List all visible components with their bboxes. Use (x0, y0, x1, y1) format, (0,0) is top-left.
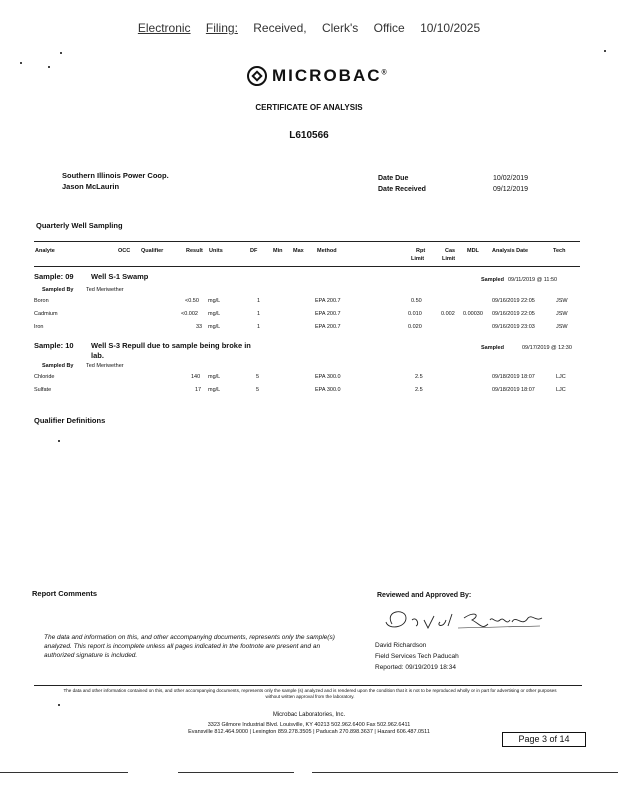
sampled-by-label: Sampled By (42, 363, 74, 369)
scan-edge-line (178, 772, 294, 773)
row-method: EPA 200.7 (315, 324, 341, 330)
row-method: EPA 300.0 (315, 374, 341, 380)
row-date: 09/18/2019 18:07 (492, 387, 535, 393)
row-df: 1 (257, 324, 261, 330)
sample-name: Well S-1 Swamp (91, 272, 149, 281)
row-rpt: 0.50 (411, 298, 422, 304)
disclaimer-text: The data and information on this, and other accompanying documents, represents only the sample(s) analyzed. This report is incomplete unless all pages indicated in the footnote are present and an authorized signature is included. (44, 634, 335, 659)
col-analyte: Analyte (35, 248, 55, 254)
row-method: EPA 200.7 (315, 298, 341, 304)
row-tech: JSW (556, 324, 568, 330)
row-method: EPA 200.7 (315, 311, 341, 317)
sample-label: Sample: 10 (34, 341, 74, 350)
col-analysis-date: Analysis Date (492, 248, 529, 254)
scan-speck (58, 440, 60, 442)
row-result: <0.50 (185, 298, 199, 304)
scan-edge-line (312, 772, 618, 773)
col-units: Units (209, 248, 223, 254)
row-rpt: 2.5 (415, 387, 423, 393)
col-qualifier: Qualifier (141, 248, 164, 254)
row-rpt: 2.5 (415, 374, 423, 380)
col-cas: Cas (445, 248, 456, 254)
row-date: 09/18/2019 18:07 (492, 374, 535, 380)
row-method: EPA 300.0 (315, 387, 341, 393)
reviewer-name: David Richardson (375, 642, 427, 649)
certificate-title: CERTIFICATE OF ANALYSIS (255, 103, 363, 112)
row-result: <0.002 (181, 311, 198, 317)
footer-rule (34, 685, 582, 686)
reviewed-approved-title: Reviewed and Approved By: (377, 592, 472, 599)
reported-date: Reported: 09/19/2019 18:34 (375, 664, 456, 671)
sampled-datetime: 09/17/2019 @ 12:30 (522, 345, 572, 351)
signature-graphic (376, 606, 546, 634)
row-date: 09/16/2019 22:05 (492, 298, 535, 304)
row-df: 5 (256, 387, 260, 393)
date-values (493, 173, 528, 195)
col-method: Method (317, 248, 337, 254)
footer-address-line: 3323 Gilmore Industrial Blvd. Louisville, KY 40213 502.962.6400 Fax 502.962.6411 (207, 722, 411, 728)
row-date: 09/16/2019 22:05 (492, 311, 535, 317)
sampled-label: Sampled (481, 345, 504, 351)
project-title: Quarterly Well Sampling (36, 221, 123, 230)
client-company: Southern Illinois Power Coop. (62, 171, 169, 180)
row-tech: JSW (556, 298, 568, 304)
footer-note: The data and other information contained on this, and other accompanying documents, represents only the sample (s) analyzed and is rendered upon the condition that it is not to be reproduced wholly or in part for advertising or other purposes without written approval from the laboratory. (63, 688, 557, 699)
row-tech: LJC (556, 387, 566, 393)
sample-name-cont: lab. (91, 351, 104, 360)
row-units: mg/L (208, 387, 221, 393)
page-number: Page 3 of 14 (502, 732, 586, 747)
logo-text: MICROBAC (272, 66, 382, 85)
row-date: 09/16/2019 23:03 (492, 324, 535, 330)
col-min: Min (273, 248, 283, 254)
row-df: 1 (257, 311, 261, 317)
row-result: 140 (191, 374, 201, 380)
row-mdl: 0.00030 (463, 311, 483, 317)
date-due-value: 10/02/2019 (493, 175, 529, 182)
client-block (62, 170, 169, 192)
stamp-part: Electronic (137, 21, 191, 35)
sampled-by-name: Ted Meriwether (86, 287, 124, 293)
row-units: mg/L (208, 311, 221, 317)
row-result: 17 (195, 387, 202, 393)
col-max: Max (293, 248, 304, 254)
header-top-rule (34, 241, 580, 242)
sampled-by-name: Ted Meriwether (86, 363, 124, 369)
col-df: DF (250, 248, 258, 254)
sample-label: Sample: 09 (34, 272, 74, 281)
stamp-part: Office (373, 21, 405, 35)
scan-edge-line (0, 772, 128, 773)
row-rpt: 0.020 (408, 324, 422, 330)
row-result: 33 (196, 324, 203, 330)
date-received-value: 09/12/2019 (493, 186, 529, 193)
client-contact: Jason McLaurin (62, 182, 120, 191)
lab-id: L610566 (289, 130, 329, 141)
reviewer-signature (376, 606, 546, 639)
row-analyte: Boron (34, 298, 49, 304)
col-cas-limit: Limit (442, 256, 456, 262)
row-tech: JSW (556, 311, 568, 317)
row-df: 5 (256, 374, 260, 380)
row-rpt: 0.010 (408, 311, 422, 317)
row-units: mg/L (208, 374, 221, 380)
reviewer-block (375, 640, 459, 673)
scan-speck (20, 62, 22, 64)
date-due-label: Date Due (378, 175, 409, 182)
row-df: 1 (257, 298, 261, 304)
stamp-part: Filing: (205, 21, 238, 35)
sample-name: Well S-3 Repull due to sample being broke in (91, 341, 251, 350)
row-tech: LJC (556, 374, 566, 380)
row-units: mg/L (208, 298, 221, 304)
scan-speck (604, 50, 606, 52)
row-analyte: Cadmium (34, 311, 58, 317)
col-occ: OCC (118, 248, 131, 254)
clerk-filing-stamp (0, 21, 618, 35)
sampled-by-label: Sampled By (42, 287, 74, 293)
logo-registered-mark: ® (381, 69, 389, 77)
col-mdl: MDL (467, 248, 479, 254)
header-bottom-rule (34, 266, 580, 267)
stamp-part: 10/10/2025 (420, 21, 481, 35)
row-cas-limit: 0.002 (441, 311, 455, 317)
report-comments-title: Report Comments (32, 589, 98, 598)
row-units: mg/L (208, 324, 221, 330)
microbac-logo-icon (247, 66, 267, 86)
col-rpt-limit: Limit (411, 256, 425, 262)
reviewer-title: Field Services Tech Paducah (375, 653, 459, 660)
qualifier-definitions-title: Qualifier Definitions (34, 416, 106, 425)
col-rpt: Rpt (416, 248, 426, 254)
sampled-label: Sampled (481, 277, 504, 283)
col-result: Result (186, 248, 203, 254)
col-tech: Tech (553, 248, 566, 254)
row-analyte: Chloride (34, 374, 55, 380)
footer-lab-name: Microbac Laboratories, Inc. (272, 712, 346, 718)
scan-speck (60, 52, 62, 54)
footer-offices-line: Evansville 812.464.9000 | Lexington 859.278.3505 | Paducah 270.898.3637 | Hazard 606.487.0511 (188, 729, 430, 735)
row-analyte: Iron (34, 324, 44, 330)
date-received-label: Date Received (378, 186, 426, 193)
date-labels (378, 173, 426, 195)
scan-speck (48, 66, 50, 68)
stamp-part: Received, (253, 21, 307, 35)
row-analyte: Sulfate (34, 387, 52, 393)
microbac-logo (247, 66, 389, 86)
scan-speck (58, 704, 60, 706)
stamp-part: Clerk's (321, 21, 359, 35)
sampled-datetime: 09/11/2019 @ 11:50 (508, 277, 558, 283)
